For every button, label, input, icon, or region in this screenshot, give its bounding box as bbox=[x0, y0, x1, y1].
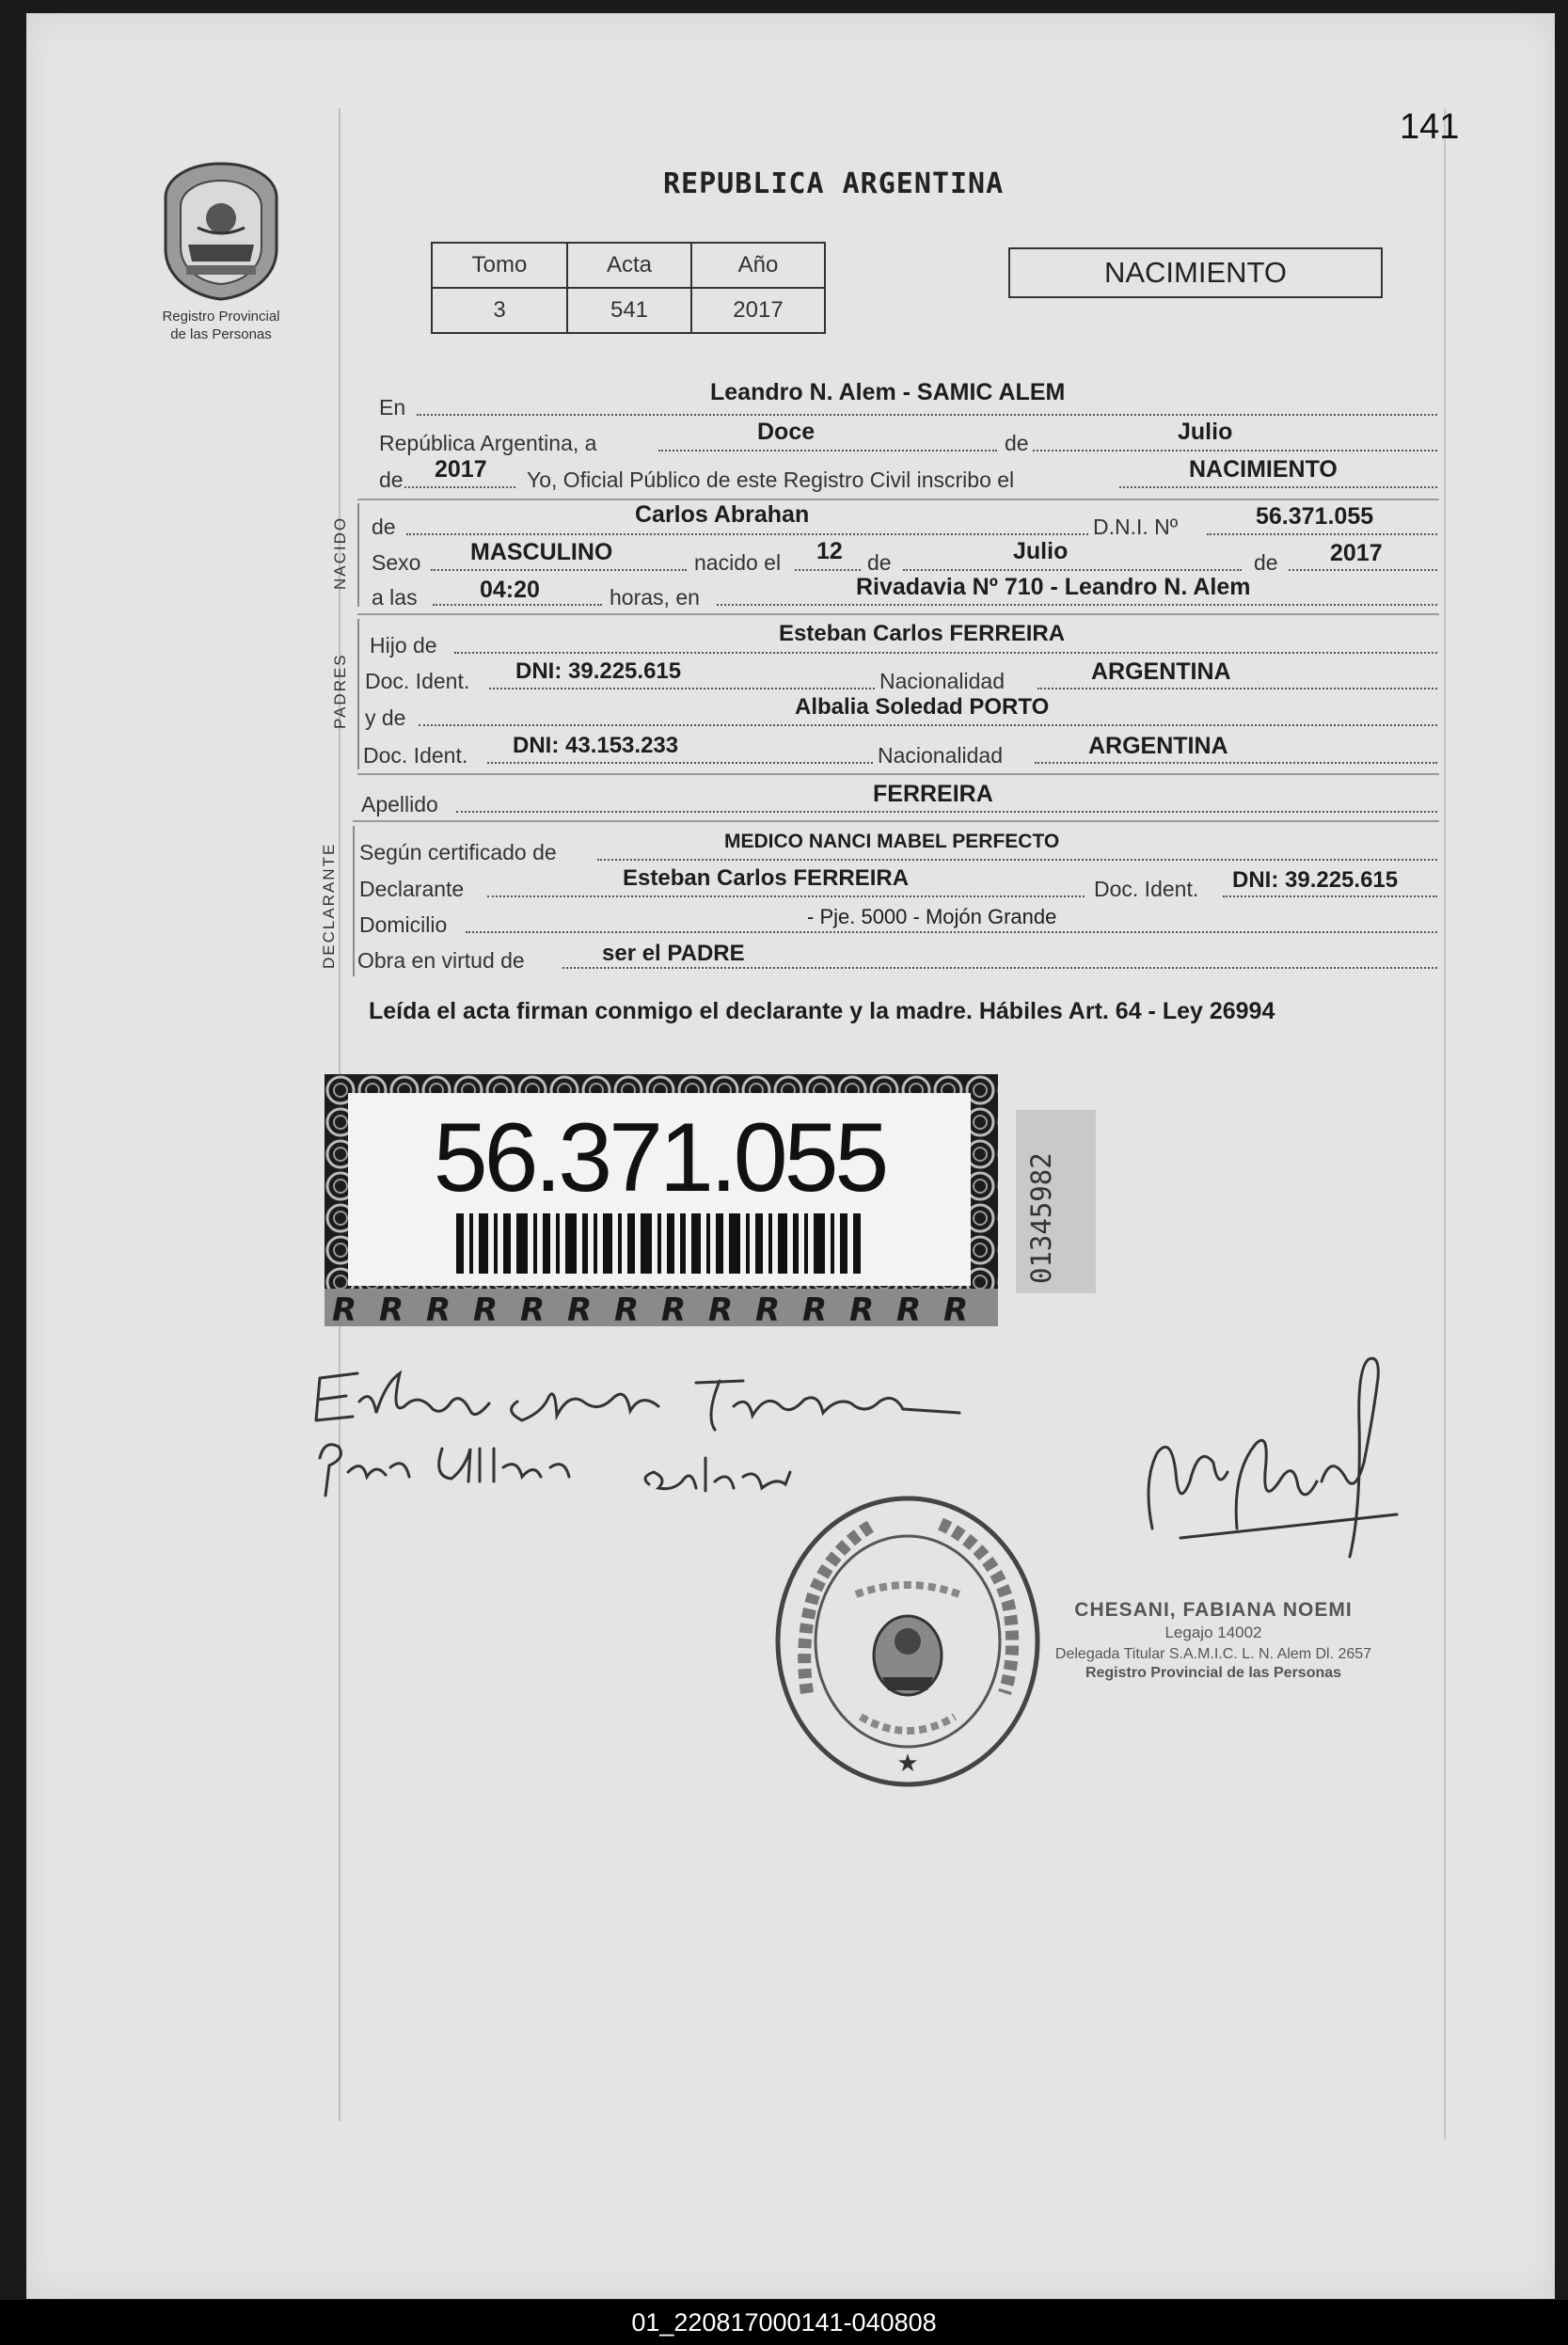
year-value: 2017 bbox=[435, 456, 487, 483]
month-line bbox=[1033, 450, 1437, 452]
declarante-label: Declarante bbox=[359, 877, 465, 901]
page-number: 141 bbox=[1400, 107, 1460, 147]
place-line bbox=[717, 604, 1437, 606]
svg-text:R: R bbox=[661, 1291, 687, 1326]
mother-doc-line bbox=[487, 762, 873, 764]
declarante-doc-label: Doc. Ident. bbox=[1094, 877, 1199, 901]
header-acta: Acta bbox=[567, 243, 691, 288]
declarante-doc-line bbox=[1223, 895, 1437, 897]
svg-text:R: R bbox=[567, 1291, 593, 1326]
declarant-signature bbox=[301, 1326, 1016, 1514]
newborn-name-value: Carlos Abrahan bbox=[635, 501, 810, 528]
name-line bbox=[406, 533, 1088, 535]
padres-side-rule bbox=[357, 619, 359, 769]
header-tomo: Tomo bbox=[432, 243, 567, 288]
closing-statement: Leída el acta firman conmigo el declarante y la madre. Hábiles Art. 64 - Ley 26994 bbox=[369, 998, 1275, 1024]
value-tomo: 3 bbox=[432, 288, 567, 333]
father-nationality-label: Nacionalidad bbox=[879, 669, 1005, 693]
svg-text:★: ★ bbox=[896, 1750, 919, 1778]
padres-top-rule bbox=[357, 613, 1439, 615]
margin-line-right bbox=[1444, 108, 1446, 2140]
barcode-sticker bbox=[325, 1074, 998, 1326]
emblem-caption-line1: Registro Provincial bbox=[162, 309, 280, 325]
mother-name-value: Albalia Soledad PORTO bbox=[795, 694, 1050, 720]
officer-registry: Registro Provincial de las Personas bbox=[1085, 1665, 1342, 1681]
declarante-line bbox=[487, 895, 1085, 897]
obra-label: Obra en virtud de bbox=[357, 948, 525, 973]
y-de-label: y de bbox=[365, 705, 406, 730]
dni-label: D.N.I. Nº bbox=[1093, 515, 1179, 539]
birth-year-line bbox=[1289, 569, 1437, 571]
nacido-side-rule bbox=[357, 503, 359, 607]
birth-place-value: Rivadavia Nº 710 - Leandro N. Alem bbox=[856, 574, 1251, 600]
father-line bbox=[454, 652, 1437, 654]
sexo-line bbox=[431, 569, 687, 571]
certificado-line bbox=[597, 859, 1437, 861]
apellido-label: Apellido bbox=[361, 792, 438, 816]
mother-nationality-label: Nacionalidad bbox=[878, 743, 1003, 768]
inscribe-value: NACIMIENTO bbox=[1189, 456, 1338, 483]
svg-text:R: R bbox=[943, 1291, 969, 1326]
declarante-side-rule bbox=[353, 826, 355, 976]
security-r-pattern-icon bbox=[325, 1289, 998, 1326]
officer-name: CHESANI, FABIANA NOEMI bbox=[1074, 1599, 1353, 1621]
republica-label: República Argentina, a bbox=[379, 431, 597, 455]
province-coat-of-arms-icon bbox=[160, 160, 282, 301]
oficial-text: Yo, Oficial Público de este Registro Civil inscribo el bbox=[527, 467, 1015, 492]
apellido-value: FERREIRA bbox=[873, 781, 993, 807]
en-value: Leandro N. Alem - SAMIC ALEM bbox=[710, 379, 1066, 405]
svg-text:R: R bbox=[896, 1291, 922, 1326]
a-las-label: a las bbox=[372, 585, 418, 610]
de2-label: de bbox=[379, 467, 404, 492]
svg-text:R: R bbox=[332, 1291, 357, 1326]
nacido-de-label: de bbox=[372, 515, 396, 539]
declarante-section-label: DECLARANTE bbox=[320, 842, 338, 969]
declarante-top-rule bbox=[353, 820, 1439, 822]
father-name-value: Esteban Carlos FERREIRA bbox=[779, 621, 1066, 646]
barcode-panel bbox=[348, 1093, 971, 1286]
en-line bbox=[417, 414, 1437, 416]
officer-legajo: Legajo 14002 bbox=[1164, 1624, 1262, 1641]
birth-time-value: 04:20 bbox=[480, 577, 540, 603]
apellido-line bbox=[456, 811, 1437, 813]
mother-doc-value: DNI: 43.153.233 bbox=[513, 733, 679, 758]
officer-title: Delegada Titular S.A.M.I.C. L. N. Alem Dl. 2657 bbox=[1054, 1646, 1372, 1662]
document-type-box: NACIMIENTO bbox=[1008, 247, 1383, 298]
nacido-section-label: NACIDO bbox=[331, 515, 349, 590]
official-seal-stamp bbox=[771, 1491, 1044, 1792]
header-ano: Año bbox=[691, 243, 825, 288]
sexo-value: MASCULINO bbox=[470, 539, 613, 565]
month-value: Julio bbox=[1178, 419, 1233, 445]
year-line bbox=[404, 486, 515, 488]
father-doc-line bbox=[489, 688, 875, 689]
mother-doc-label: Doc. Ident. bbox=[363, 743, 468, 768]
record-table-value-row bbox=[432, 288, 825, 333]
value-ano: 2017 bbox=[691, 288, 825, 333]
declarante-doc-value: DNI: 39.225.615 bbox=[1232, 867, 1399, 893]
svg-text:R: R bbox=[755, 1291, 781, 1326]
svg-text:R: R bbox=[614, 1291, 640, 1326]
dni-line bbox=[1207, 533, 1437, 535]
svg-text:R: R bbox=[379, 1291, 404, 1326]
nacido-de-label3: de bbox=[1254, 550, 1278, 575]
certificado-value: MEDICO NANCI MABEL PERFECTO bbox=[724, 831, 1060, 852]
obra-line bbox=[562, 967, 1437, 969]
hijo-de-label: Hijo de bbox=[370, 633, 437, 658]
newborn-dni-value: 56.371.055 bbox=[1256, 503, 1374, 530]
day-line bbox=[658, 450, 997, 452]
sexo-label: Sexo bbox=[372, 550, 421, 575]
nacido-de-label2: de bbox=[867, 550, 892, 575]
barcode-bars-icon bbox=[456, 1213, 861, 1274]
apellido-top-rule bbox=[357, 773, 1439, 775]
father-nationality-line bbox=[1037, 688, 1437, 689]
emblem-caption bbox=[132, 308, 310, 343]
segun-certificado-label: Según certificado de bbox=[359, 840, 557, 864]
scan-footer-id: 01_220817000141-040808 bbox=[0, 2300, 1568, 2345]
nacido-el-label: nacido el bbox=[694, 550, 782, 575]
barcode-number: 56.371.055 bbox=[433, 1103, 886, 1212]
svg-text:R: R bbox=[708, 1291, 734, 1326]
svg-text:R: R bbox=[802, 1291, 828, 1326]
svg-text:R: R bbox=[426, 1291, 451, 1326]
document-title: REPUBLICA ARGENTINA bbox=[663, 167, 1005, 200]
declarante-value: Esteban Carlos FERREIRA bbox=[623, 865, 910, 891]
inscribe-line bbox=[1119, 486, 1437, 488]
nacido-top-rule bbox=[357, 499, 1439, 500]
record-table-header-row bbox=[432, 243, 825, 288]
domicilio-value: - Pje. 5000 - Mojón Grande bbox=[807, 905, 1057, 928]
obra-value: ser el PADRE bbox=[602, 941, 745, 966]
mother-nationality-value: ARGENTINA bbox=[1088, 733, 1228, 759]
record-number-table bbox=[431, 242, 826, 334]
emblem-caption-line2: de las Personas bbox=[170, 326, 272, 342]
horas-label: horas, en bbox=[610, 585, 700, 610]
svg-text:R: R bbox=[849, 1291, 875, 1326]
father-doc-value: DNI: 39.225.615 bbox=[515, 658, 682, 684]
birth-day-value: 12 bbox=[816, 538, 843, 564]
birth-day-line bbox=[795, 569, 861, 571]
de-label: de bbox=[1005, 431, 1029, 455]
birth-year-value: 2017 bbox=[1330, 540, 1383, 566]
father-nationality-value: ARGENTINA bbox=[1091, 658, 1231, 685]
svg-text:R: R bbox=[520, 1291, 546, 1326]
birth-month-line bbox=[903, 569, 1242, 571]
day-value: Doce bbox=[757, 419, 816, 445]
birth-month-value: Julio bbox=[1013, 538, 1069, 564]
domicilio-line bbox=[466, 931, 1437, 933]
svg-text:R: R bbox=[473, 1291, 499, 1326]
father-doc-label: Doc. Ident. bbox=[365, 669, 470, 693]
serial-number: 01345982 bbox=[1025, 1152, 1057, 1284]
mother-line bbox=[419, 724, 1437, 726]
officer-signature bbox=[1124, 1340, 1406, 1594]
officer-stamp bbox=[1006, 1599, 1420, 1682]
en-label: En bbox=[379, 395, 406, 420]
time-line bbox=[433, 604, 602, 606]
value-acta: 541 bbox=[567, 288, 691, 333]
mother-nationality-line bbox=[1035, 762, 1437, 764]
padres-section-label: PADRES bbox=[331, 653, 349, 729]
domicilio-label: Domicilio bbox=[359, 912, 448, 937]
